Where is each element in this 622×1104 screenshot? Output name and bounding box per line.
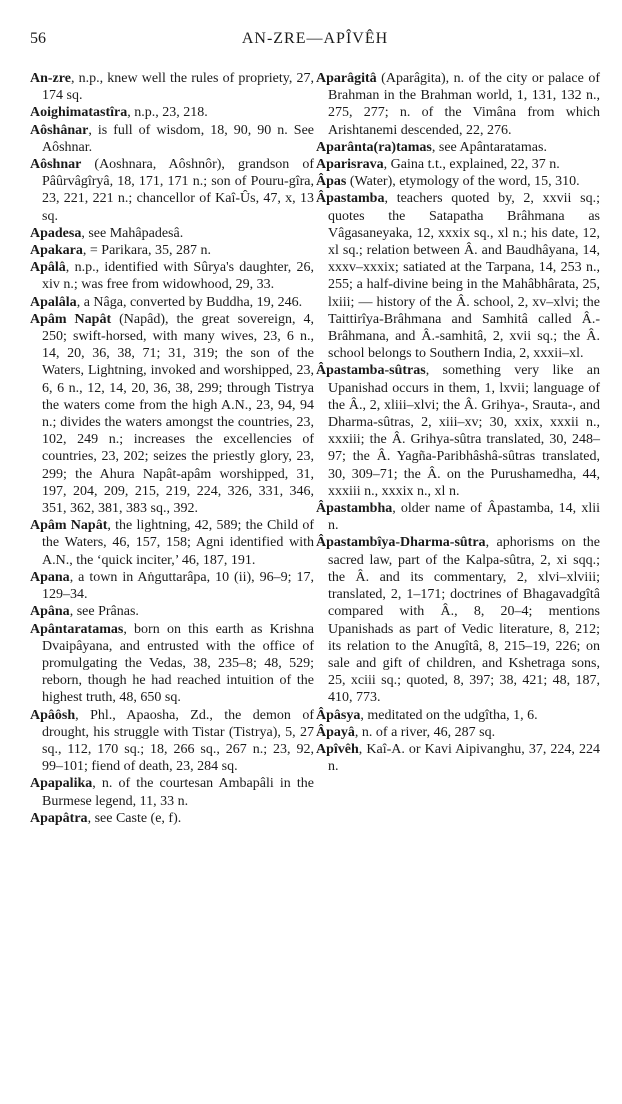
entry-headword: Apakara — [30, 243, 83, 259]
index-entry — [316, 173, 600, 190]
entry-headword: An-zre — [30, 71, 71, 86]
entry-text: , older name of Âpastamba, 14, xlii n. — [328, 501, 600, 534]
entry-headword: Apadesa — [30, 225, 82, 241]
index-entry — [30, 707, 314, 776]
entry-text: , n. of a river, 46, 287 sq. — [354, 724, 496, 740]
entry-headword: Apapalika — [30, 776, 93, 792]
entry-text: , n.p., identified with Sûrya's daughter, 26, xiv n.; was free from widowhood, 29, 33. — [42, 260, 314, 293]
index-entry — [30, 810, 314, 827]
index-entry — [316, 70, 600, 139]
entry-text: , see Prânas. — [69, 604, 139, 620]
index-entry — [30, 311, 314, 517]
entry-text: , aphorisms on the sacred law, part of the Kalpa-sûtra, 2, xi sqq.; the Â. and its commentary, 2, xlvi–xlviii; translated, 2, 1–171; doctrines of Bhagavadgîtâ compared with Â., 8, 20–4; mentions Upanishads as part of Vedic literature, 8, 212; its relation to the Anugîtâ, 8, 215–19, 226; on sale and gift of children, and Kshetraga sons, 25, xciii sq.; quoted, 8, 397; 38, 421; 48, 187, 410, 773. — [328, 535, 600, 706]
entry-headword: Âpayâ — [316, 724, 355, 740]
index-entry — [30, 569, 314, 603]
entry-headword: Apâlâ — [30, 260, 66, 276]
entry-headword: Apâôsh — [30, 707, 76, 723]
entry-headword: Aparâgitâ — [316, 71, 377, 86]
entry-text: , n. of the courtesan Ambapâli in the Burmese legend, 11, 33 n. — [42, 776, 314, 809]
entry-text: (Water), etymology of the word, 15, 310. — [346, 174, 580, 190]
entry-text: , teachers quoted by, 2, xxvii sq.; quotes the Satapatha Brâhmana as Vâgasaneyaka, 12, xxxix sq., xl n.; his date, 12, xl sq.; relation between Â. and Baudhâyana, 14, xxxv–xxxix; satiated at the Tarpana, 14, 253 n., 255; a half-divine being in the Mahâbhârata, 25, lxiii; — history of the Â. school, 2, xv–xlvi; the Taittirîya-Brâhmana and Samhitâ called Â.-Brâhmana, and Â.-samhitâ, 2, xvii sq.; the Â. school belongs to Southern India, 2, xxxii–xl. — [328, 191, 600, 362]
entry-text: , meditated on the udgîtha, 1, 6. — [360, 707, 538, 723]
entry-headword: Apâna — [30, 604, 70, 620]
index-entry — [316, 724, 600, 741]
entry-headword: Apapâtra — [30, 810, 88, 826]
index-entry — [30, 259, 314, 293]
entry-headword: Aparisrava — [316, 157, 384, 173]
index-entry — [316, 741, 600, 775]
entry-text: , = Parikara, 35, 287 n. — [82, 243, 211, 259]
entry-text: , a Nâga, converted by Buddha, 19, 246. — [76, 294, 303, 310]
index-entry — [30, 603, 314, 620]
index-entry — [316, 139, 600, 156]
entry-headword: Apana — [30, 569, 70, 585]
entry-headword: Apântaratamas — [30, 621, 124, 637]
index-entry — [30, 294, 314, 311]
entry-headword: Aparânta(ra)tamas — [316, 139, 432, 155]
index-entry — [316, 190, 600, 362]
entry-headword: Aoighimatastîra — [30, 105, 128, 121]
index-entry — [30, 242, 314, 259]
entry-text: , Gaina t.t., explained, 22, 37 n. — [383, 157, 560, 173]
entry-text: , n.p., 23, 218. — [127, 105, 208, 121]
index-entry — [30, 775, 314, 809]
entry-text: (Napâd), the great sovereign, 4, 250; swift-horsed, with many wives, 23, 6 n., 14, 20, 36, 38, 71; 31, 319; the son of the Waters, Lightning, invoked and worshipped, 23, 6, 6 n., 12, 14, 20, 36, 38, 299; through Tistrya the waters come from the high A.N., 23, 94, 94 n.; divides the waters amongst the countries, 23, 102, 249 n.; increases the excellencies of countries, 23, 202; seizes the priestly glory, 23, 299; the Ahura Napât-apâm worshipped, 31, 197, 204, 209, 215, 219, 224, 326, 331, 346, 351, 362, 381, 383 sq., 392. — [42, 311, 314, 517]
entry-text: , a town in Aṅguttarâpa, 10 (ii), 96–9; 17, 129–34. — [42, 569, 314, 603]
right-column — [316, 70, 600, 827]
entry-headword: Âpastamba — [316, 191, 385, 207]
entry-headword: Âpastamba-sûtras — [316, 363, 426, 379]
entry-text: (Aoshnara, Aôshnôr), grandson of Pâûrvâgîryâ, 18, 171, 171 n.; son of Pouru-gîra, 23, 221, 221 n.; chancellor of Kaî-Ûs, 47, x, 13 sq. — [42, 157, 314, 224]
index-entry — [316, 156, 600, 173]
entry-headword: Apâm Napât — [30, 518, 108, 534]
entry-headword: Âpâsya — [316, 707, 361, 723]
index-entry — [30, 621, 314, 707]
entry-text: , something very like an Upanishad occurs in them, 1, lxvii; language of the Â., 2, xliii–xlvi; the Â. Grihya-, Srauta-, and Dharma-sûtras, 2, xiii–xv; 30, xxix, xxxii n., xxxiii; the Â. Grihya-sûtra translated, 30, 248–97; the Â. Yagña-Paribhâshâ-sûtras translated, 30, 309–71; the Â. on the Purushamedha, 44, xxxiii n., xxxix n., xl n. — [328, 363, 600, 499]
entry-text: , born on this earth as Krishna Dvaipâyana, and entrusted with the office of promulgating the Vedas, 38, 235–8; 48, 529; reborn, though he had reached intuition of the highest truth, 48, 650 sq. — [42, 621, 314, 706]
entry-headword: Âpastambîya-Dharma-sûtra — [316, 535, 486, 551]
entry-text: , see Caste (e, f). — [87, 810, 182, 826]
entry-headword: Apâm Napât — [30, 311, 112, 327]
index-entry — [316, 500, 600, 534]
left-column — [30, 70, 314, 827]
entry-headword: Apîvêh — [316, 741, 359, 757]
index-entry — [30, 156, 314, 225]
running-header — [30, 30, 600, 56]
entry-text: , see Mahâpadesâ. — [81, 225, 184, 241]
entry-text: , see Apântaratamas. — [431, 139, 547, 155]
entry-text: (Aparâgita), n. of the city or palace of Brahman in the Brahman world, 1, 131, 132 n., 275, 277; n. of the Vimâna from which Arishtanemi descended, 22, 276. — [328, 71, 600, 138]
index-entry — [316, 707, 600, 724]
running-title: AN-ZRE—APÎVÊH — [241, 30, 389, 47]
index-entry — [30, 70, 314, 104]
index-entry — [30, 122, 314, 156]
index-columns — [30, 70, 600, 827]
entry-text: , n.p., knew well the rules of propriety, 27, 174 sq. — [42, 71, 314, 104]
index-entry — [316, 534, 600, 706]
entry-headword: Aôshnar — [30, 157, 82, 173]
index-entry — [30, 517, 314, 569]
index-entry — [30, 225, 314, 242]
entry-text: , Phl., Apaosha, Zd., the demon of drought, his struggle with Tistar (Tistrya), 5, 27 sq., 112, 170 sq.; 18, 266 sq., 267 n.; 23, 92, 99–101; fiend of death, 23, 284 sq. — [42, 707, 314, 775]
entry-headword: Apalâla — [30, 294, 77, 310]
entry-text: , is full of wisdom, 18, 90, 90 n. See Aôshnar. — [42, 122, 314, 155]
entry-text: , the lightning, 42, 589; the Child of the Waters, 46, 157, 158; Agni identified with A.N., the ‘quick inciter,’ 46, 187, 191. — [42, 518, 314, 568]
entry-headword: Âpas — [316, 174, 347, 190]
entry-headword: Aôshânar — [30, 122, 89, 138]
entry-text: , Kaî-A. or Kavi Aipivanghu, 37, 224, 224 n. — [328, 741, 600, 775]
page-number: 56 — [30, 30, 46, 47]
index-entry — [30, 104, 314, 121]
entry-headword: Âpastambha — [316, 501, 393, 517]
index-entry — [316, 362, 600, 500]
